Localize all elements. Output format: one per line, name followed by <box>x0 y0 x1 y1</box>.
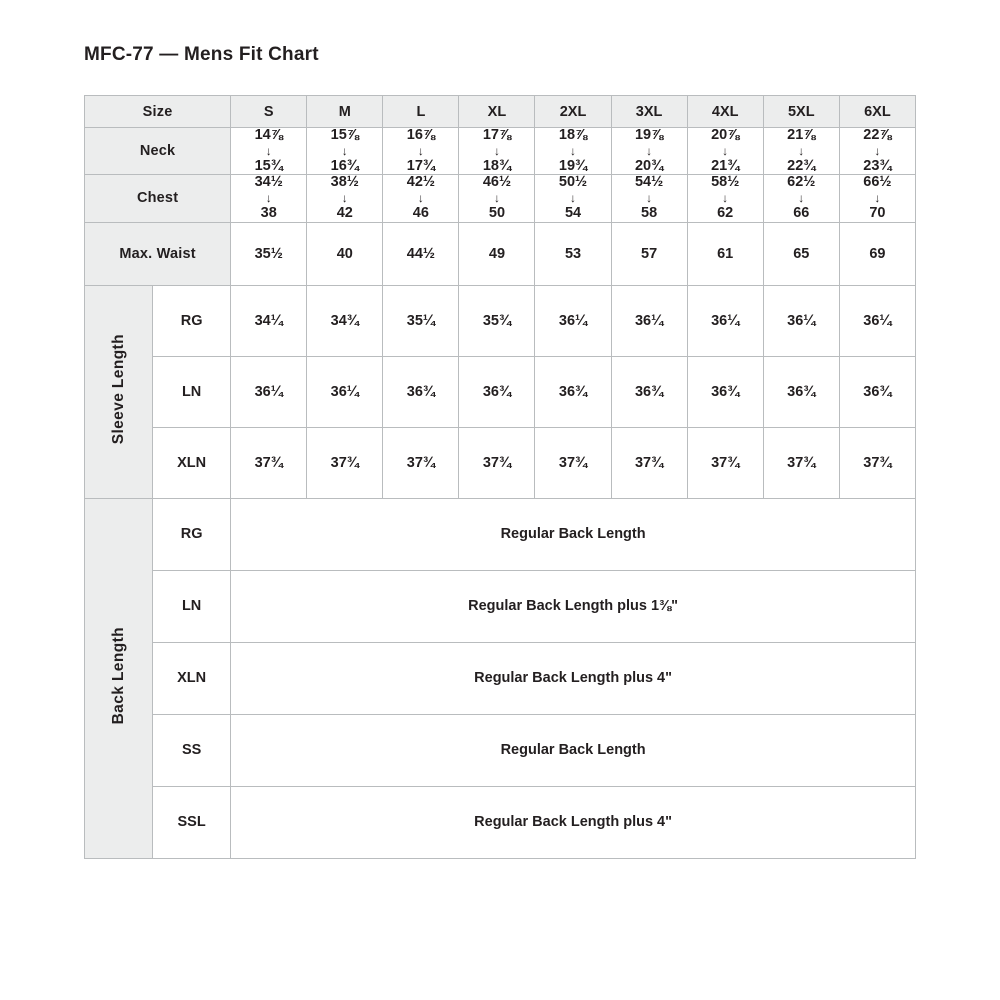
chest-from: 34½ <box>254 174 283 191</box>
chest-to: 54 <box>564 204 582 221</box>
down-arrow-icon: ↓ <box>798 143 805 158</box>
neck-to: 17¾ <box>406 157 435 174</box>
table-row-max-waist <box>85 222 916 285</box>
down-arrow-icon: ↓ <box>874 143 881 158</box>
chest-range-cell <box>231 175 307 222</box>
down-arrow-icon: ↓ <box>341 190 348 205</box>
neck-range-cell <box>687 128 763 175</box>
back-length-text: Regular Back Length plus 1⅜" <box>231 570 916 642</box>
max-waist-cell: 35½ <box>231 222 307 285</box>
table-row-back-ss <box>85 714 916 786</box>
neck-to: 20¾ <box>634 157 664 174</box>
neck-from: 20⅞ <box>711 127 740 143</box>
table-row-back-ssl <box>85 786 916 858</box>
sleeve-length-cell: 34¼ <box>231 285 307 356</box>
down-arrow-icon: ↓ <box>417 143 424 158</box>
max-waist-cell: 65 <box>763 222 839 285</box>
sleeve-length-cell: 36¼ <box>535 285 611 356</box>
sleeve-length-cell: 37¾ <box>307 427 383 498</box>
group-label-back-length <box>85 498 153 858</box>
neck-from: 18⅞ <box>558 127 588 143</box>
neck-from: 21⅞ <box>787 127 816 143</box>
sleeve-length-cell: 37¾ <box>383 427 459 498</box>
sleeve-length-cell: 37¾ <box>231 427 307 498</box>
chest-range-cell <box>535 175 611 222</box>
size-header-cell: L <box>383 96 459 128</box>
chest-range-cell <box>763 175 839 222</box>
down-arrow-icon: ↓ <box>570 143 577 158</box>
neck-from: 16⅞ <box>406 127 435 143</box>
mens-fit-chart-table <box>84 95 916 859</box>
back-length-text: Regular Back Length plus 4" <box>231 642 916 714</box>
sleeve-length-cell: 36¼ <box>231 356 307 427</box>
max-waist-cell: 49 <box>459 222 535 285</box>
sleeve-length-cell: 36¼ <box>611 285 687 356</box>
table-row-sleeve-xln <box>85 427 916 498</box>
sleeve-length-cell: 35¼ <box>383 285 459 356</box>
down-arrow-icon: ↓ <box>493 143 500 158</box>
group-label-sleeve-length <box>85 285 153 498</box>
sleeve-length-cell: 36¾ <box>839 356 915 427</box>
chest-range-cell <box>611 175 687 222</box>
chest-range-cell <box>687 175 763 222</box>
neck-range-cell <box>535 128 611 175</box>
sub-row-label-xln: XLN <box>153 642 231 714</box>
down-arrow-icon: ↓ <box>341 143 348 158</box>
back-length-text: Regular Back Length <box>231 714 916 786</box>
chest-to: 42 <box>336 204 353 221</box>
sleeve-length-cell: 36¾ <box>763 356 839 427</box>
size-header-cell: 4XL <box>687 96 763 128</box>
back-length-text: Regular Back Length <box>231 498 916 570</box>
page-title: MFC-77 — Mens Fit Chart <box>84 44 319 65</box>
neck-range-cell <box>459 128 535 175</box>
size-header-cell: M <box>307 96 383 128</box>
sleeve-length-cell: 36¼ <box>307 356 383 427</box>
sleeve-length-cell: 36¼ <box>839 285 915 356</box>
sub-row-label-ln: LN <box>153 570 231 642</box>
down-arrow-icon: ↓ <box>798 190 805 205</box>
max-waist-cell: 69 <box>839 222 915 285</box>
size-header-cell: 3XL <box>611 96 687 128</box>
neck-from: 17⅞ <box>482 127 512 143</box>
group-label-back-length-text: Back Length <box>109 627 127 725</box>
chest-from: 42½ <box>406 174 435 191</box>
neck-range-cell <box>307 128 383 175</box>
down-arrow-icon: ↓ <box>874 190 881 205</box>
sub-row-label-ss: SS <box>153 714 231 786</box>
sub-row-label-ssl: SSL <box>153 786 231 858</box>
neck-range-cell <box>611 128 687 175</box>
sleeve-length-cell: 36¾ <box>687 356 763 427</box>
chest-to: 58 <box>641 204 658 221</box>
chest-range-cell <box>383 175 459 222</box>
row-label-chest: Chest <box>85 175 231 222</box>
neck-to: 18¾ <box>482 157 512 174</box>
neck-to: 19¾ <box>558 157 588 174</box>
size-header-cell: S <box>231 96 307 128</box>
neck-range-cell <box>763 128 839 175</box>
neck-to: 21¾ <box>711 157 740 174</box>
neck-range-cell <box>383 128 459 175</box>
max-waist-cell: 57 <box>611 222 687 285</box>
sub-row-label-rg: RG <box>153 285 231 356</box>
size-header-cell: 2XL <box>535 96 611 128</box>
sleeve-length-cell: 36¾ <box>459 356 535 427</box>
sleeve-length-cell: 35¾ <box>459 285 535 356</box>
sleeve-length-cell: 37¾ <box>535 427 611 498</box>
neck-to: 16¾ <box>330 157 359 174</box>
neck-to: 23¾ <box>863 157 892 174</box>
chest-to: 50 <box>488 204 506 221</box>
size-header-cell: 6XL <box>839 96 915 128</box>
neck-from: 14⅞ <box>254 127 283 143</box>
neck-to: 22¾ <box>787 157 816 174</box>
sleeve-length-cell: 37¾ <box>611 427 687 498</box>
table-row-back-ln <box>85 570 916 642</box>
chest-from: 66½ <box>863 174 892 191</box>
chest-from: 58½ <box>711 174 740 191</box>
table-row-back-xln <box>85 642 916 714</box>
sub-row-label-xln: XLN <box>153 427 231 498</box>
neck-range-cell <box>839 128 915 175</box>
down-arrow-icon: ↓ <box>570 190 577 205</box>
sleeve-length-cell: 37¾ <box>459 427 535 498</box>
table-header-row <box>85 96 916 128</box>
sleeve-length-cell: 36¾ <box>611 356 687 427</box>
sleeve-length-cell: 36¾ <box>535 356 611 427</box>
row-label-max-waist: Max. Waist <box>85 222 231 285</box>
chest-from: 62½ <box>787 174 816 191</box>
chest-to: 62 <box>717 204 734 221</box>
neck-to: 15¾ <box>254 157 283 174</box>
max-waist-cell: 61 <box>687 222 763 285</box>
neck-range-cell <box>231 128 307 175</box>
row-label-neck: Neck <box>85 128 231 175</box>
sleeve-length-cell: 36¼ <box>763 285 839 356</box>
chest-range-cell <box>839 175 915 222</box>
down-arrow-icon: ↓ <box>722 143 729 158</box>
chest-to: 46 <box>412 204 429 221</box>
table-row-back-rg <box>85 498 916 570</box>
neck-from: 22⅞ <box>863 127 892 143</box>
neck-from: 19⅞ <box>634 127 664 143</box>
sleeve-length-cell: 36¾ <box>383 356 459 427</box>
size-header-cell: 5XL <box>763 96 839 128</box>
down-arrow-icon: ↓ <box>722 190 729 205</box>
sleeve-length-cell: 37¾ <box>763 427 839 498</box>
down-arrow-icon: ↓ <box>493 190 500 205</box>
down-arrow-icon: ↓ <box>646 190 653 205</box>
down-arrow-icon: ↓ <box>265 190 272 205</box>
table-row-sleeve-rg <box>85 285 916 356</box>
max-waist-cell: 44½ <box>383 222 459 285</box>
chest-to: 70 <box>869 204 886 221</box>
sub-row-label-rg: RG <box>153 498 231 570</box>
table-row-chest <box>85 175 916 222</box>
sleeve-length-cell: 37¾ <box>687 427 763 498</box>
sleeve-length-cell: 37¾ <box>839 427 915 498</box>
chest-from: 50½ <box>558 174 588 191</box>
chest-from: 54½ <box>634 174 664 191</box>
chest-range-cell <box>307 175 383 222</box>
sleeve-length-cell: 36¼ <box>687 285 763 356</box>
chest-to: 66 <box>793 204 810 221</box>
chest-to: 38 <box>260 204 277 221</box>
max-waist-cell: 53 <box>535 222 611 285</box>
neck-from: 15⅞ <box>330 127 359 143</box>
table-row-neck <box>85 128 916 175</box>
sleeve-length-cell: 34¾ <box>307 285 383 356</box>
chest-range-cell <box>459 175 535 222</box>
down-arrow-icon: ↓ <box>417 190 424 205</box>
group-label-sleeve-length-text: Sleeve Length <box>109 334 127 445</box>
down-arrow-icon: ↓ <box>265 143 272 158</box>
size-header-cell: XL <box>459 96 535 128</box>
back-length-text: Regular Back Length plus 4" <box>231 786 916 858</box>
size-header-label: Size <box>85 96 231 128</box>
down-arrow-icon: ↓ <box>646 143 653 158</box>
max-waist-cell: 40 <box>307 222 383 285</box>
chest-from: 38½ <box>330 174 359 191</box>
sub-row-label-ln: LN <box>153 356 231 427</box>
chest-from: 46½ <box>482 174 512 191</box>
table-row-sleeve-ln <box>85 356 916 427</box>
